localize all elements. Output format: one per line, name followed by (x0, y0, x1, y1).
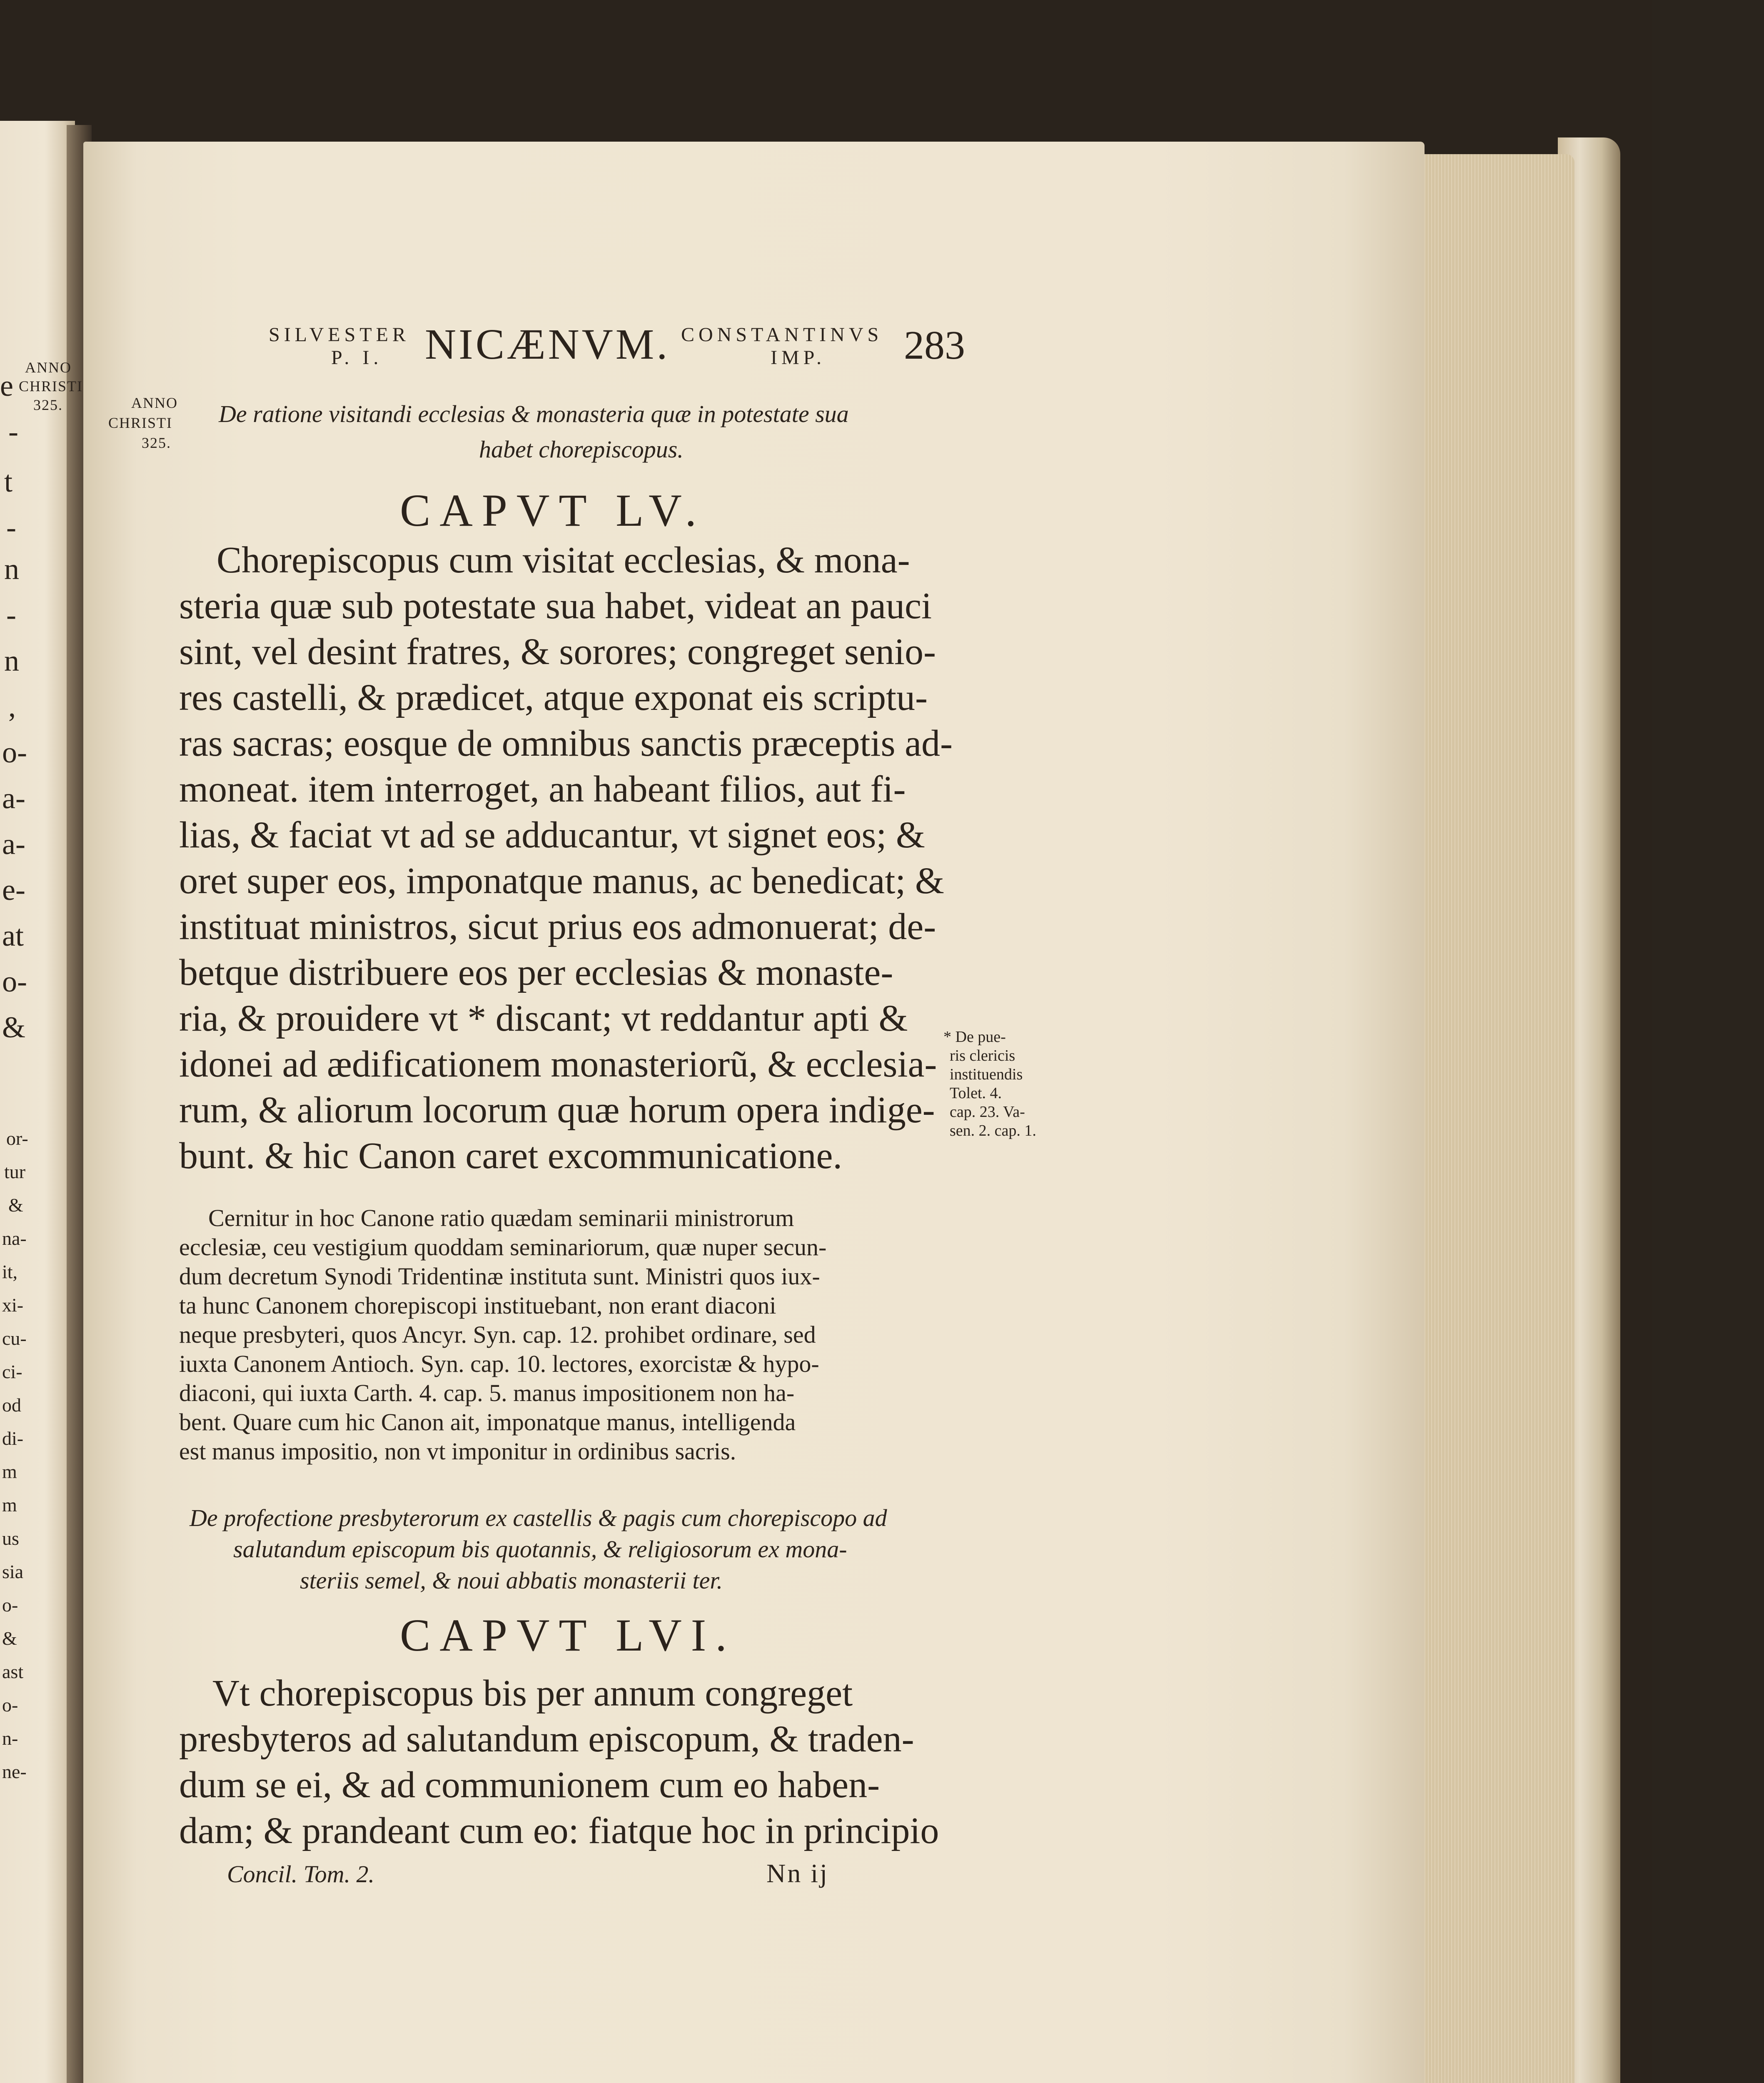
left-fragment-small: tur (4, 1161, 26, 1182)
text-line: dam; & prandeant cum eo: fiatque hoc in principio (179, 1810, 939, 1851)
text-line: bent. Quare cum hic Canon ait, imponatque manus, intelligenda (179, 1409, 796, 1436)
left-fragment: o- (2, 736, 27, 769)
left-fragment: a- (2, 782, 25, 815)
left-fragment-small: o- (2, 1694, 18, 1716)
left-fragment: at (2, 919, 24, 952)
text-line: sint, vel desint fratres, & sorores; congreget senio- (179, 631, 936, 672)
chapter-heading-56: CAPVT LVI. (400, 1610, 736, 1661)
text-line: rum, & aliorum locorum quæ horum opera indige- (179, 1089, 935, 1131)
text-line: res castelli, & prædicet, atque exponat eis scriptu- (179, 677, 928, 718)
running-head-pope-number: P. I. (331, 347, 383, 369)
left-fragment: - (6, 511, 16, 544)
left-fragment-small: sia (2, 1561, 24, 1582)
left-fragment-small: & (2, 1628, 17, 1649)
running-head-title: NICÆNVM. (425, 320, 670, 368)
left-fragment: t (4, 465, 13, 498)
left-fragment-small: ne- (2, 1761, 27, 1782)
left-fragment-small: o- (2, 1594, 18, 1616)
left-fragment-small: ci- (2, 1361, 22, 1382)
gathering-signature: Nn ij (766, 1858, 829, 1888)
left-fragment: a- (2, 827, 25, 861)
signature-mark: Concil. Tom. 2. (227, 1861, 374, 1888)
text-line: instituat ministros, sicut prius eos admonuerat; de- (179, 906, 936, 947)
text-line: ecclesiæ, ceu vestigium quoddam seminariorum, quæ nuper secun- (179, 1234, 827, 1261)
left-fragment: n (4, 644, 19, 677)
left-fragment: , (8, 690, 16, 723)
left-fragment-small: cu- (2, 1328, 27, 1349)
chapter-heading-55: CAPVT LV. (400, 485, 706, 536)
text-line: oret super eos, imponatque manus, ac benedicat; & (179, 860, 944, 902)
left-fragment: - (8, 415, 18, 448)
left-fragment-small: us (2, 1528, 19, 1549)
text-line: neque presbyteri, quos Ancyr. Syn. cap. 12. prohibet ordinare, sed (179, 1321, 816, 1348)
left-fragment: & (2, 1011, 26, 1044)
text-line: Vt chorepiscopus bis per annum congreget (212, 1673, 853, 1714)
text-line: diaconi, qui iuxta Carth. 4. cap. 5. manus impositionem non ha- (179, 1379, 795, 1406)
running-head-emperor: CONSTANTINVS (681, 324, 883, 346)
left-fragment-small: or- (6, 1128, 28, 1149)
left-fragment-small: na- (2, 1228, 27, 1249)
left-fragment-small: n- (2, 1728, 18, 1749)
background-dark-edge (1652, 0, 1764, 2083)
page-fore-edge (1416, 154, 1574, 2083)
running-head-pope: SILVESTER (269, 324, 410, 346)
left-fragment-small: od (2, 1394, 21, 1416)
text-line: moneat. item interroget, an habeant filios, aut fi- (179, 769, 906, 810)
text-line: iuxta Canonem Antioch. Syn. cap. 10. lectores, exorcistæ & hypo- (179, 1350, 819, 1377)
text-line: presbyteros ad salutandum episcopum, & traden- (179, 1718, 914, 1760)
text-line: betque distribuere eos per ecclesias & monaste- (179, 952, 893, 993)
left-fragment: o- (2, 965, 27, 998)
left-fragment-small: xi- (2, 1294, 24, 1316)
text-line: dum decretum Synodi Tridentinæ instituta sunt. Ministri quos iux- (179, 1263, 820, 1290)
left-fragment: n (4, 552, 19, 586)
left-fragment-small: di- (2, 1428, 24, 1449)
book-photograph: e - t - n - n , o- a- a- e- at o- & or- tur & na- it, xi- cu- ci- od di- m m us sia o- & ast o- n- ne- ANNO CHRISTI 325. SILVESTER P. I. NICÆNVM. CONSTANTINVS IMP. 283 ANNO CHRISTI 325. De ratione visitandi ecclesias & monasteria quæ in potestate sua habet chorepiscopus. CAPVT LV. Chorepiscopus cum visitat ecclesias, & mona- steria quæ sub potestate sua habet, videat an pauci sint, vel desint fratres, & sorores; congreget senio- res castelli, & prædicet, atque exponat eis scriptu- ras sacras; eosque de omnibus sanctis præceptis ad- moneat. item interroget, an habeant filios, aut fi- lias, & faciat vt ad se adducantur, vt signet eos; & oret super eos, imponatque manus, ac benedicat; & instituat ministros, sicut prius eos admonuerat; de- betque distribuere eos per ecclesias & monaste- ria, & prouidere vt * discant; vt reddantur apti & idonei ad ædificationem monasteriorũ, & ecclesia- rum, & aliorum locorum quæ horum opera indige- bunt. & hic Canon caret excommunicatione. * De pue- ris clericis instituendis Tolet. 4. cap. 23. Va- sen. 2. cap. 1. Cernitur in hoc Canone ratio quædam seminarii ministrorum ecclesiæ, ceu vestigium quoddam seminariorum, quæ nuper secun- dum decretum Synodi Tridentinæ instituta sunt. Ministri quos iux- ta hunc Canonem chorepiscopi instituebant, non erant diaconi neque presbyteri, quos Ancyr. Syn. cap. 12. prohibet ordinare, sed iuxta Canonem Antioch. Syn. cap. 10. lectores, exorcistæ & hypo- diaconi, qui iuxta Carth. 4. cap. 5. manus impositionem non ha- bent. Quare cum hic Canon ait, imponatque manus, intelligenda est manus impositio, non vt imponitur in ordinibus sacris. De profectione presbyterorum ex castellis & pagis cum chorepiscopo ad salutandum episcopum bis quotannis, & religiosorum ex mona- steriis semel, & noui abbatis monasterii ter. CAPVT LVI. Vt chorepiscopus bis per annum congreget presbyteros ad salutandum episcopum, & traden- dum se ei, & ad communionem cum eo haben- dam; & prandeant cum eo: fiatque hoc in principio Concil. Tom. 2. Nn ij (0, 0, 1764, 2083)
left-fragment-small: m (2, 1461, 17, 1482)
left-fragment-small: it, (2, 1261, 18, 1282)
text-line: idonei ad ædificationem monasteriorũ, & ecclesia- (179, 1044, 937, 1085)
text-line: ria, & prouidere vt * discant; vt reddantur apti & (179, 998, 908, 1039)
left-fragment-small: m (2, 1494, 17, 1516)
left-fragment-small: & (8, 1194, 23, 1216)
running-head-emperor-title: IMP. (771, 347, 826, 369)
left-fragment: e (0, 369, 13, 402)
page-number: 283 (904, 323, 965, 368)
text-line: bunt. & hic Canon caret excommunicatione. (179, 1135, 843, 1176)
text-line: Cernitur in hoc Canone ratio quædam seminarii ministrorum (208, 1204, 794, 1231)
text-line: steria quæ sub potestate sua habet, videat an pauci (179, 585, 932, 627)
left-fragment-small: ast (2, 1661, 24, 1682)
text-line: Chorepiscopus cum visitat ecclesias, & mona- (217, 539, 910, 581)
text-line: lias, & faciat vt ad se adducantur, vt signet eos; & (179, 814, 925, 856)
left-fragment: - (6, 598, 16, 632)
text-line: ta hunc Canonem chorepiscopi instituebant, non erant diaconi (179, 1292, 776, 1319)
left-fragment: e- (2, 873, 25, 907)
text-line: est manus impositio, non vt imponitur in ordinibus sacris. (179, 1438, 736, 1465)
text-line: dum se ei, & ad communionem cum eo haben- (179, 1764, 880, 1806)
text-line: ras sacras; eosque de omnibus sanctis præceptis ad- (179, 723, 953, 764)
